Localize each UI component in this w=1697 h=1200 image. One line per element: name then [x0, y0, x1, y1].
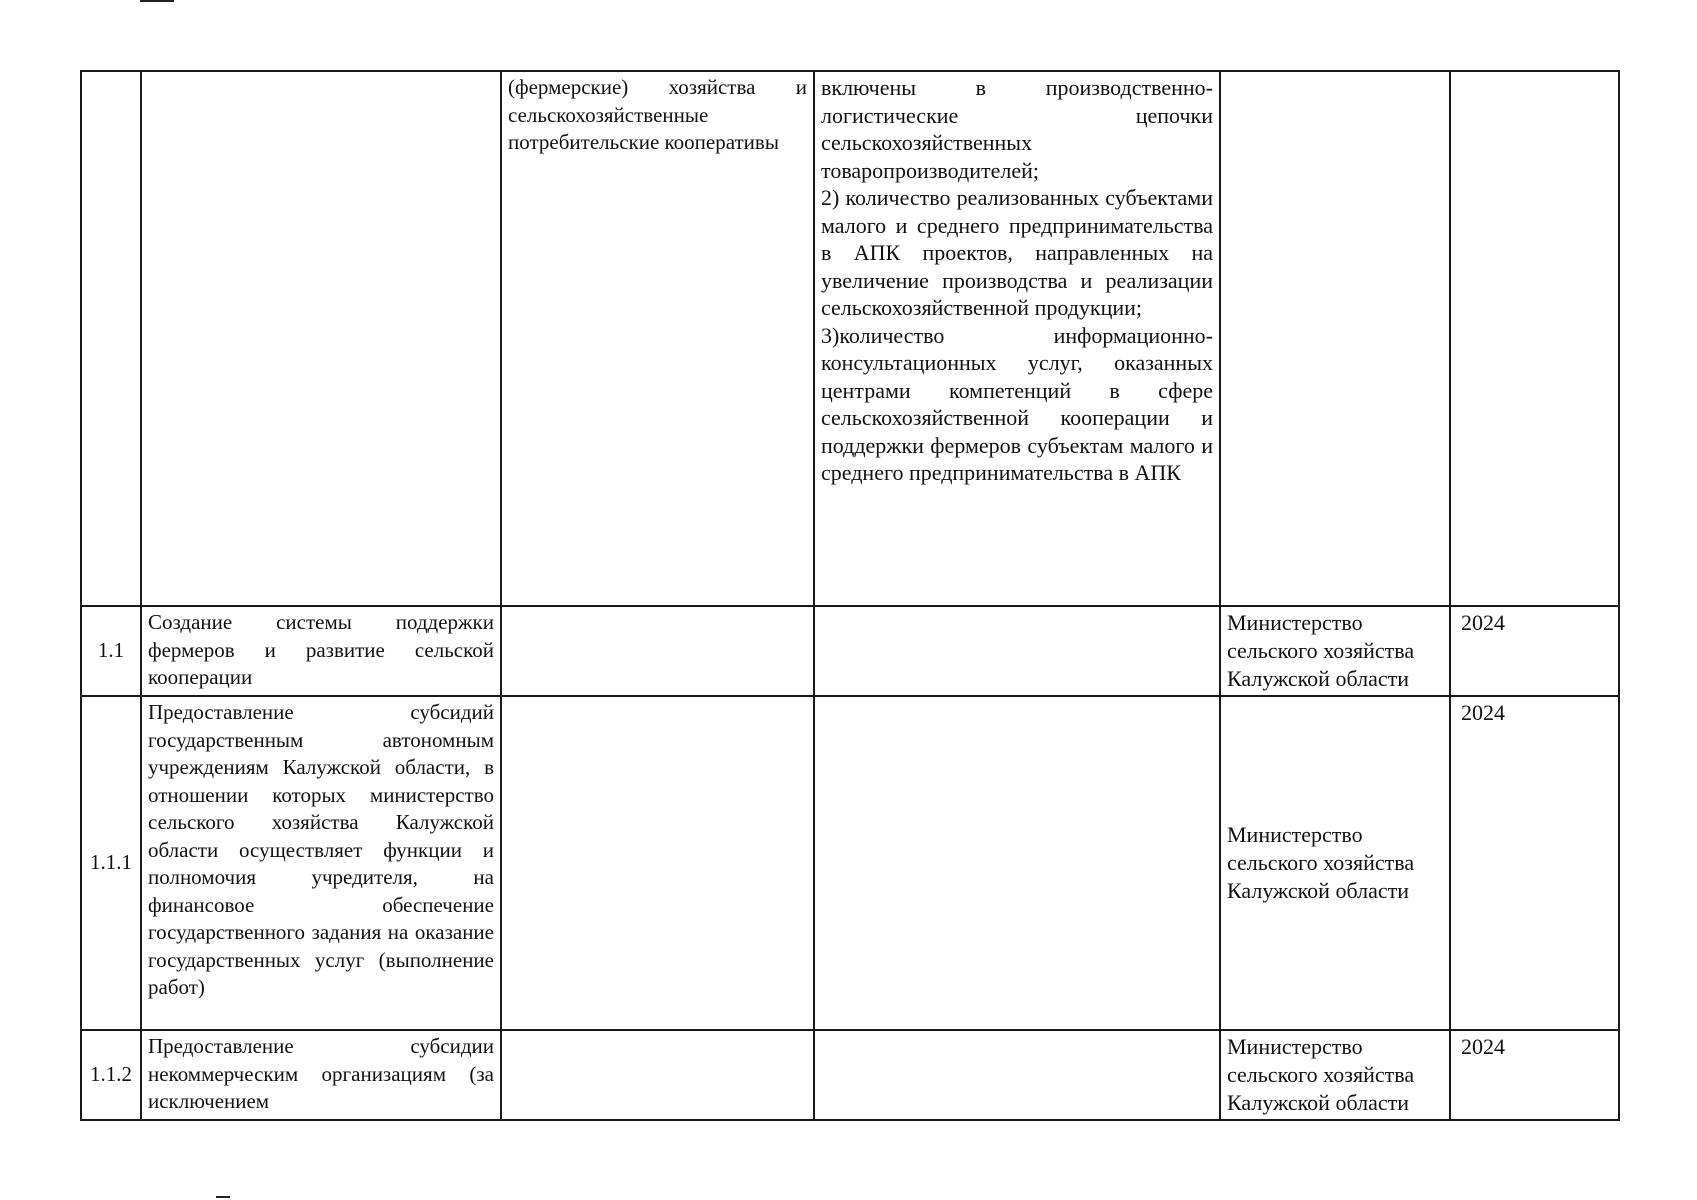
- responsible-ministry: Министерство сельского хозяйства Калужской области: [1220, 606, 1450, 696]
- implementation-year: 2024: [1450, 606, 1619, 696]
- scan-mark-top: [140, 0, 174, 2]
- participants-cell: (фермерские) хозяйства и сельскохозяйственные потребительские кооперативы: [501, 71, 814, 606]
- implementation-year: 2024: [1450, 1030, 1619, 1120]
- activity-title: Предоставление субсидий государственным автономным учреждениям Калужской области, в отношении которых министерство сельского хозяйства Калужской области осуществляет функции и полномочия учредителя, на финансовое обеспечение государственного задания на оказание государственных услуг (выполнение работ): [141, 696, 501, 1030]
- implementation-year: [1450, 71, 1619, 606]
- responsible-ministry: Министерство сельского хозяйства Калужской области: [1220, 696, 1450, 1030]
- participants-cell: [501, 696, 814, 1030]
- row-number: 1.1.2: [81, 1030, 141, 1120]
- activity-title: Создание системы поддержки фермеров и развитие сельской кооперации: [141, 606, 501, 696]
- responsible-ministry: Министерство сельского хозяйства Калужской области: [1220, 1030, 1450, 1120]
- responsible-ministry: [1220, 71, 1450, 606]
- indicator-item: 3)количество информационно-консультационных услуг, оказанных центрами компетенций в сфере сельскохозяйственной кооперации и поддержки фермеров субъектам малого и среднего предпринимательства в АПК: [821, 322, 1213, 485]
- scan-mark-bottom: [216, 1196, 230, 1198]
- row-number: [81, 71, 141, 606]
- participants-cell: [501, 1030, 814, 1120]
- participants-cell: [501, 606, 814, 696]
- indicators-cell: [814, 606, 1220, 696]
- indicators-cell: [814, 696, 1220, 1030]
- row-number: 1.1: [81, 606, 141, 696]
- table-row: [81, 606, 1619, 696]
- indicators-cell: [814, 71, 1220, 606]
- indicators-cell: [814, 1030, 1220, 1120]
- row-number: 1.1.1: [81, 696, 141, 1030]
- table-row: [81, 1030, 1619, 1120]
- table-row: [81, 71, 1619, 606]
- activity-title: [141, 71, 501, 606]
- activity-title: Предоставление субсидии некоммерческим организациям (за исключением: [141, 1030, 501, 1120]
- indicator-item: 2) количество реализованных субъектами малого и среднего предпринимательства в АПК проектов, направленных на увеличение производства и реализации сельскохозяйственной продукции;: [821, 185, 1213, 320]
- table-row: [81, 696, 1619, 1030]
- indicator-item: включены в производственно-логистические цепочки сельскохозяйственных товаропроизводителей;: [821, 75, 1213, 183]
- implementation-year: 2024: [1450, 696, 1619, 1030]
- activities-table: [80, 70, 1620, 1121]
